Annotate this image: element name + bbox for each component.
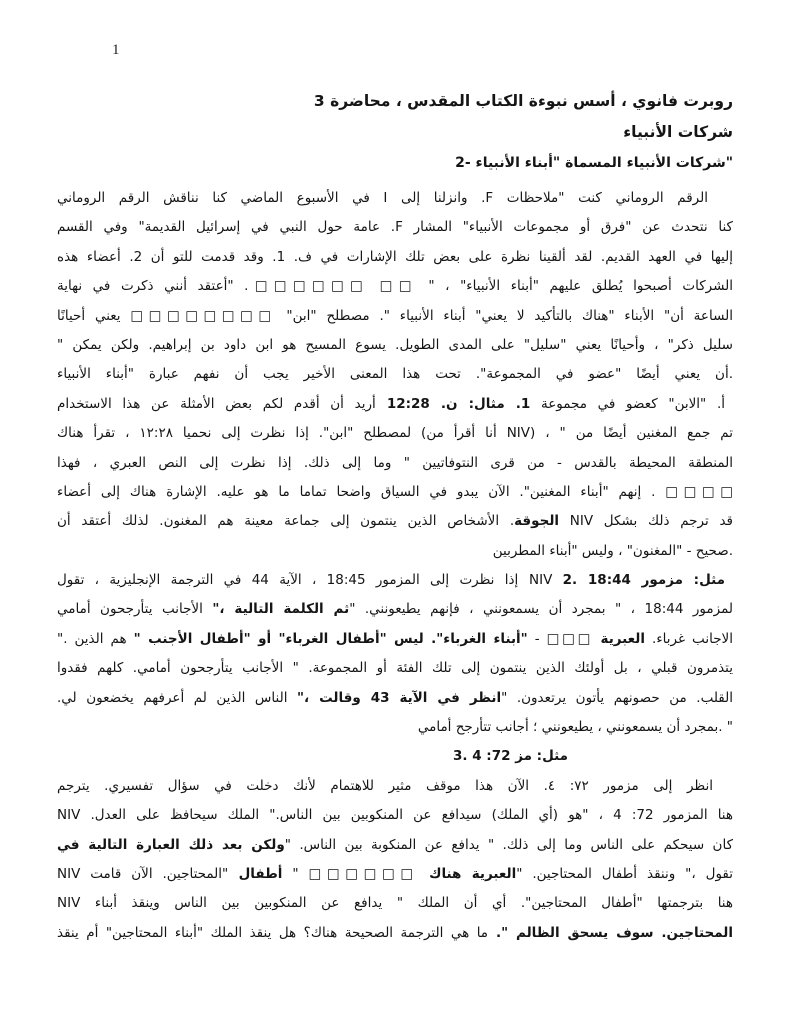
page-number: 1 (112, 42, 120, 58)
text-segment: القلب. من حصونهم يأتون يرتعدون. " (501, 689, 733, 706)
text-segment: يتذمرون قبلي ، بل أولئك الذين ينتمون إلى تلك الفئة أو المجموعة. " الأجانب يتأرجحون أمامي. كلهم فقدوا (57, 660, 733, 677)
text-segment: .صحيح - "المغنون" ، وليس "أبناء المطربين (492, 542, 733, 559)
text-segment: ما هي الترجمة الصحيحة هناك؟ هل ينقذ الملك "أبناء المحتاجين" أم ينقذ (57, 924, 489, 941)
bold-text-segment: انظر في الآية 43 وقالت ،" (297, 689, 502, 706)
text-line (57, 243, 733, 272)
text-segment: المنطقة المحيطة بالقدس - من قرى النتوفاتيين " وما إلى ذلك. إذا نظرت إلى النص العبري ، فهذا (57, 454, 733, 471)
text-segment: NIV (529, 572, 563, 589)
text-line (57, 360, 733, 389)
text-line (57, 537, 733, 566)
text-line (57, 566, 733, 595)
bold-text-segment: الجوقة (514, 513, 560, 530)
bold-text-segment: ولكن بعد ذلك العبارة التالية في (57, 836, 285, 853)
text-line (57, 507, 733, 536)
text-line (57, 860, 733, 889)
text-segment: .أن يعني أيضًا "عضو في المجموعة". تحت هذا المعنى الأخير يجب أن نفهم عبارة "أبناء الأنبياء (57, 366, 733, 383)
text-segment: الساعة أن" الأبناء "هناك بالتأكيد لا يعني" أبناء الأنبياء ". مصطلح "ابن" □□□□□□□□ يعني أحيانًا (57, 307, 733, 324)
bold-text-segment: العبرية هناك (418, 865, 517, 882)
bold-text-segment: مثل: مزمور (630, 572, 725, 589)
text-line (57, 772, 733, 801)
document-header (57, 86, 733, 179)
text-segment: " .بمجرد أن يسمعونني ، يطيعونني ؛ أجانب تتأرجح أمامي (417, 719, 733, 736)
text-segment: الناس الذين لم أعرفهم يخضعون لي. (57, 689, 298, 706)
text-line (57, 184, 733, 213)
text-segment: الاجانب غرباء. (645, 630, 733, 647)
text-line (57, 889, 733, 918)
text-line (57, 331, 733, 360)
document-subtitle: شركات الأنبياء (623, 123, 733, 141)
text-segment: □□□□□□ " (282, 865, 419, 882)
bold-text-segment: المحتاجين. سوف يسحق الظالم ". (488, 924, 733, 941)
text-line (57, 801, 733, 830)
text-line (57, 272, 733, 301)
text-line (57, 831, 733, 860)
text-segment: إليها في العهد القديم. لقد ألقينا نظرة على بعض تلك الإشارات في ف. 1. وقد قدمت للتو أن 2. أعضاء هذه (57, 248, 733, 265)
text-line (57, 478, 733, 507)
text-segment: تم جمع المغنين أيضًا من " ، (NIV أنا أقرأ من) لمصطلح "ابن". إذا نظرت إلى نحميا ١٢:٢٨ ، تقرأ هناك (57, 425, 733, 442)
text-line (57, 713, 733, 742)
text-segment: إذا نظرت إلى المزمور 18:45 ، الآية 44 في الترجمة الإنجليزية ، تقول (57, 572, 519, 589)
bold-text-segment: أطفال (228, 865, 283, 882)
text-line (57, 595, 733, 624)
text-segment: هم الذين ." (57, 630, 134, 647)
text-segment: أ. "الابن" كعضو في مجموعة (530, 395, 725, 412)
text-line (57, 684, 733, 713)
text-line (57, 390, 733, 419)
text-line (57, 302, 733, 331)
bold-text-segment: "أبناء الغرباء". ليس "أطفال الغرباء" أو "أطفال الأجنب " (133, 630, 528, 647)
bold-text-segment: مثل: مز 72: 4 .3 (452, 748, 568, 765)
text-segment: □□□□ . إنهم "أبناء المغنين". الآن يبدو في السياق واضحا تماما ما هو عليه. الإشارة هناك إلى أعضاء (57, 483, 733, 500)
text-segment: كان سيحكم على الناس وما إلى ذلك. " يدافع عن المنكوبة بين الناس. " (284, 836, 733, 853)
text-line (57, 919, 733, 948)
text-segment: هنا بترجمتها "أطفال المحتاجين". أي أن الملك " يدافع عن المنكوبين بين الناس وينقذ أبناء NIV (57, 895, 733, 912)
bold-text-segment: ثم الكلمة التالية ،" (212, 601, 350, 618)
text-line (57, 419, 733, 448)
text-segment: أريد أن أقدم لكم بعض الأمثلة عن هذا الاستخدام (57, 395, 376, 412)
text-line (57, 213, 733, 242)
bold-text-segment: 1. مثال: ن. 12:28 (375, 395, 531, 412)
text-segment: "المحتاجين. الآن قامت NIV (57, 865, 229, 882)
document-subtitle-line: "شركات الأنبياء المسماة "أبناء الأنبياء -2 (455, 155, 733, 171)
text-segment: هنا المزمور 72: 4 ، "هو (أي الملك) سيدافع عن المنكوبين بين الناس." الملك سيحافظ على العدل. NIV (57, 807, 733, 824)
text-segment: كنا نتحدث عن "فرق أو مجموعات الأنبياء" المشار F. عامة حول النبي في إسرائيل القديمة" وفي القسم (57, 219, 733, 236)
text-segment: الرقم الروماني كنت "ملاحظات F. وانزلنا إلى I في الأسبوع الماضي كنا نناقش الرقم الروماني (57, 190, 708, 206)
text-line (57, 449, 733, 478)
text-line (57, 742, 733, 771)
text-line (57, 625, 733, 654)
text-segment: لمزمور 18:44 ، " بمجرد أن يسمعونني ، فإنهم يطيعونني. " (349, 601, 733, 618)
bold-text-segment: 2. 18:44 (518, 572, 631, 589)
document-body (57, 184, 733, 948)
text-segment: تقول ،" وننقذ أطفال المحتاجين. " (516, 865, 733, 882)
document-title: روبرت فانوي ، أسس نبوءة الكتاب المقدس ، محاضرة 3 (313, 92, 733, 110)
text-segment: □□□ - (527, 630, 594, 647)
bold-text-segment: العبرية (593, 630, 645, 647)
text-line (57, 654, 733, 683)
text-segment: . الأشخاص الذين ينتمون إلى جماعة معينة هم المغنون. لذلك أعتقد أن (57, 513, 515, 530)
text-segment: الشركات أصبحوا يُطلق عليهم "أبناء الأنبياء" ، " □□ □□□□□□. "أعتقد أنني ذكرت في نهاية (57, 278, 733, 295)
text-segment: الأجانب يتأرجحون أمامي (57, 601, 213, 618)
text-segment: انظر إلى مزمور ٧٢: ٤. الآن هذا موقف مثير للاهتمام لأنك دخلت في سؤال تفسيري. يترجم (57, 777, 713, 794)
text-segment: سليل ذكر" ، وأحيانًا يعني "سليل" على المدى الطويل. يسوع المسيح هو ابن داود بن إبراهيم. ولكن يمكن " (57, 336, 733, 353)
text-segment: قد ترجم ذلك بشكل NIV (559, 513, 733, 530)
